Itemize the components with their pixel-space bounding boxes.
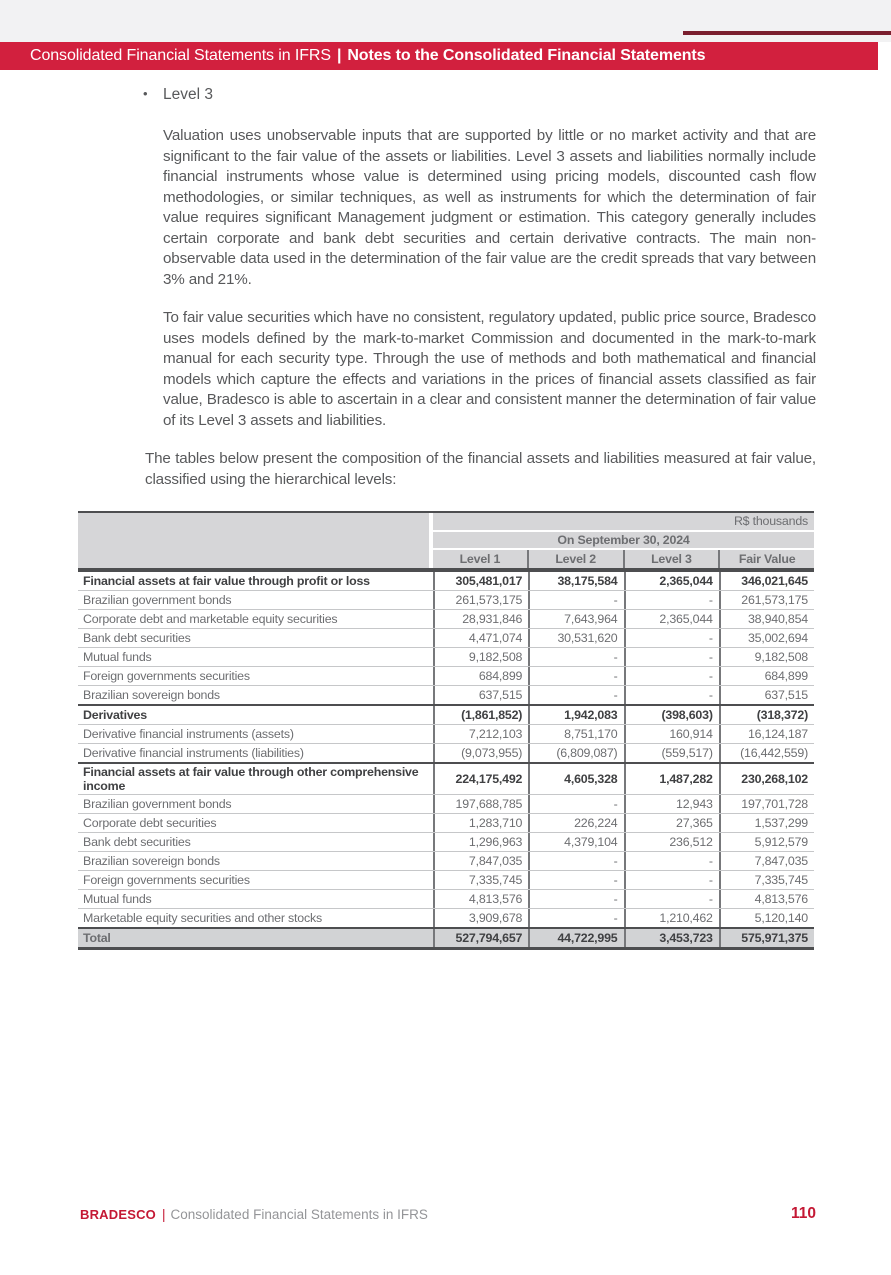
row-value: 197,701,728 (719, 795, 814, 813)
row-value: 236,512 (624, 833, 719, 851)
row-value: 2,365,044 (624, 572, 719, 590)
row-value: 4,605,328 (528, 764, 623, 794)
row-value: 684,899 (433, 667, 528, 685)
row-label: Corporate debt and marketable equity securities (83, 612, 338, 626)
row-value: 637,515 (433, 686, 528, 704)
banner-page-title: Notes to the Consolidated Financial Statements (347, 47, 706, 64)
row-value: 5,912,579 (719, 833, 814, 851)
row-value: 226,224 (528, 814, 623, 832)
row-label: Bank debt securities (83, 631, 191, 645)
row-label: Brazilian sovereign bonds (83, 688, 220, 702)
header-banner (0, 42, 878, 70)
table-row (78, 609, 814, 628)
row-value: 637,515 (719, 686, 814, 704)
bullet-icon: • (143, 86, 148, 101)
table-row (78, 628, 814, 647)
row-value: - (528, 667, 623, 685)
row-label: Derivative financial instruments (liabilities) (83, 746, 304, 760)
bullet-label: Level 3 (163, 86, 213, 103)
table-row (78, 647, 814, 666)
row-value: 1,283,710 (433, 814, 528, 832)
row-value: (398,603) (624, 706, 719, 724)
row-value: 27,365 (624, 814, 719, 832)
row-value: 7,335,745 (433, 871, 528, 889)
row-value: 7,212,103 (433, 725, 528, 743)
table-row (78, 590, 814, 609)
table-header (78, 513, 814, 568)
table-column-headers (433, 550, 814, 568)
table-row (78, 685, 814, 704)
table-row (78, 851, 814, 870)
column-header-level-3: Level 3 (623, 550, 719, 568)
row-label: Brazilian sovereign bonds (83, 854, 220, 868)
row-label: Financial assets at fair value through profit or loss (83, 574, 370, 588)
row-value: 1,942,083 (528, 706, 623, 724)
row-value: 28,931,846 (433, 610, 528, 628)
row-value: 4,379,104 (528, 833, 623, 851)
table-row (78, 889, 814, 908)
row-label: Derivatives (83, 708, 147, 722)
paragraph-valuation: Valuation uses unobservable inputs that are supported by little or no market activity and that are significant to the fair value of the assets or liabilities. Level 3 assets and liabilities normally include financial instruments whose value is determined using pricing models, discounted cash flow methodologies, or similar techniques, as well as instruments for which the determination of fair value requires significant Management judgment or estimation. This category generally includes certain corporate and bank debt securities and certain derivative contracts. The main non-observable data used in the determination of the fair value are the credit spreads that vary between 3% and 21%. (163, 127, 816, 288)
page-footer (80, 1204, 816, 1224)
table-row (78, 666, 814, 685)
footer-doc-title: Consolidated Financial Statements in IFRS (170, 1206, 428, 1222)
row-value: 9,182,508 (719, 648, 814, 666)
row-value: (9,073,955) (433, 744, 528, 762)
table-row (78, 813, 814, 832)
row-value: - (624, 871, 719, 889)
row-value: 1,296,963 (433, 833, 528, 851)
row-value: - (624, 852, 719, 870)
table-units-note: R$ thousands (433, 513, 814, 532)
table-row (78, 724, 814, 743)
table-row (78, 908, 814, 927)
row-label: Mutual funds (83, 892, 152, 906)
row-label: Foreign governments securities (83, 669, 250, 683)
row-value: - (528, 852, 623, 870)
row-value: 38,175,584 (528, 572, 623, 590)
row-value: 4,813,576 (433, 890, 528, 908)
row-value: - (624, 591, 719, 609)
table-row (78, 570, 814, 590)
column-header-level-2: Level 2 (527, 550, 623, 568)
paragraph-table-intro: The tables below present the composition of the financial assets and liabilities measured at fair value, classified using the hierarchical levels: (145, 450, 816, 488)
row-value: (559,517) (624, 744, 719, 762)
row-value: (318,372) (719, 706, 814, 724)
row-value: 5,120,140 (719, 909, 814, 927)
row-value: - (624, 890, 719, 908)
row-value: - (624, 629, 719, 647)
row-value: 4,471,074 (433, 629, 528, 647)
column-header-fair-value: Fair Value (718, 550, 814, 568)
row-value: - (528, 686, 623, 704)
row-value: - (624, 648, 719, 666)
table-corner-cell (78, 513, 429, 568)
table-body (78, 568, 814, 947)
footer-page-number: 110 (790, 1205, 816, 1222)
paragraph-fair-value-models: To fair value securities which have no consistent, regulatory updated, public price source, Bradesco uses models defined by the mark-to-market Commission and documented in the mark-to-mark manual for each security type. Through the use of methods and both mathematical and financial models which capture the effects and variations in the prices of financial assets classified as fair value, Bradesco is able to ascertain in a clear and consistent manner the determination of fair value of its Level 3 assets and liabilities. (163, 309, 816, 429)
row-value: 346,021,645 (719, 572, 814, 590)
table-row (78, 832, 814, 851)
row-value: 684,899 (719, 667, 814, 685)
row-label: Total (83, 931, 111, 945)
row-value: 305,481,017 (433, 572, 528, 590)
row-value: 9,182,508 (433, 648, 528, 666)
row-value: 12,943 (624, 795, 719, 813)
row-label: Foreign governments securities (83, 873, 250, 887)
banner-separator: | (336, 47, 342, 64)
row-value: 197,688,785 (433, 795, 528, 813)
table-row (78, 704, 814, 724)
row-value: - (624, 686, 719, 704)
row-label: Mutual funds (83, 650, 152, 664)
row-value: 7,847,035 (433, 852, 528, 870)
bullet-item-level3 (143, 86, 891, 104)
row-value: - (528, 871, 623, 889)
row-value: 30,531,620 (528, 629, 623, 647)
row-value: - (624, 667, 719, 685)
row-value: - (528, 890, 623, 908)
row-value: - (528, 909, 623, 927)
table-total-row (78, 927, 814, 947)
row-label: Brazilian government bonds (83, 797, 232, 811)
row-value: 261,573,175 (433, 591, 528, 609)
row-label: Financial assets at fair value through other comprehensive income (83, 765, 419, 793)
row-value: 7,847,035 (719, 852, 814, 870)
row-value: - (528, 591, 623, 609)
row-value: 3,453,723 (624, 929, 719, 947)
table-header-right (433, 513, 814, 568)
table-row (78, 762, 814, 794)
row-value: 1,537,299 (719, 814, 814, 832)
top-right-accent-bar (683, 31, 891, 35)
row-value: 8,751,170 (528, 725, 623, 743)
row-value: 38,940,854 (719, 610, 814, 628)
row-label: Derivative financial instruments (assets) (83, 727, 294, 741)
fair-value-hierarchy-table (78, 511, 814, 950)
row-value: (1,861,852) (433, 706, 528, 724)
row-value: 261,573,175 (719, 591, 814, 609)
row-value: 230,268,102 (719, 764, 814, 794)
table-row (78, 870, 814, 889)
row-value: 575,971,375 (719, 929, 814, 947)
footer-brand: BRADESCO (80, 1206, 156, 1222)
page-top-margin (0, 0, 891, 42)
row-value: 44,722,995 (528, 929, 623, 947)
row-label: Corporate debt securities (83, 816, 217, 830)
row-value: 1,487,282 (624, 764, 719, 794)
banner-section-title: Consolidated Financial Statements in IFRS (30, 47, 331, 64)
table-row (78, 743, 814, 762)
row-value: 2,365,044 (624, 610, 719, 628)
row-value: 224,175,492 (433, 764, 528, 794)
row-value: 527,794,657 (433, 929, 528, 947)
footer-separator: | (162, 1206, 166, 1222)
row-value: (16,442,559) (719, 744, 814, 762)
page-content (0, 70, 891, 950)
table-row (78, 794, 814, 813)
row-value: 3,909,678 (433, 909, 528, 927)
column-header-level-1: Level 1 (433, 550, 527, 568)
row-value: 7,643,964 (528, 610, 623, 628)
table-date-header: On September 30, 2024 (433, 532, 814, 550)
row-value: (6,809,087) (528, 744, 623, 762)
row-value: - (528, 648, 623, 666)
row-value: 35,002,694 (719, 629, 814, 647)
row-label: Marketable equity securities and other stocks (83, 911, 322, 925)
row-value: 160,914 (624, 725, 719, 743)
row-value: 4,813,576 (719, 890, 814, 908)
row-value: 16,124,187 (719, 725, 814, 743)
row-label: Bank debt securities (83, 835, 191, 849)
row-label: Brazilian government bonds (83, 593, 232, 607)
row-value: 7,335,745 (719, 871, 814, 889)
row-value: - (528, 795, 623, 813)
row-value: 1,210,462 (624, 909, 719, 927)
